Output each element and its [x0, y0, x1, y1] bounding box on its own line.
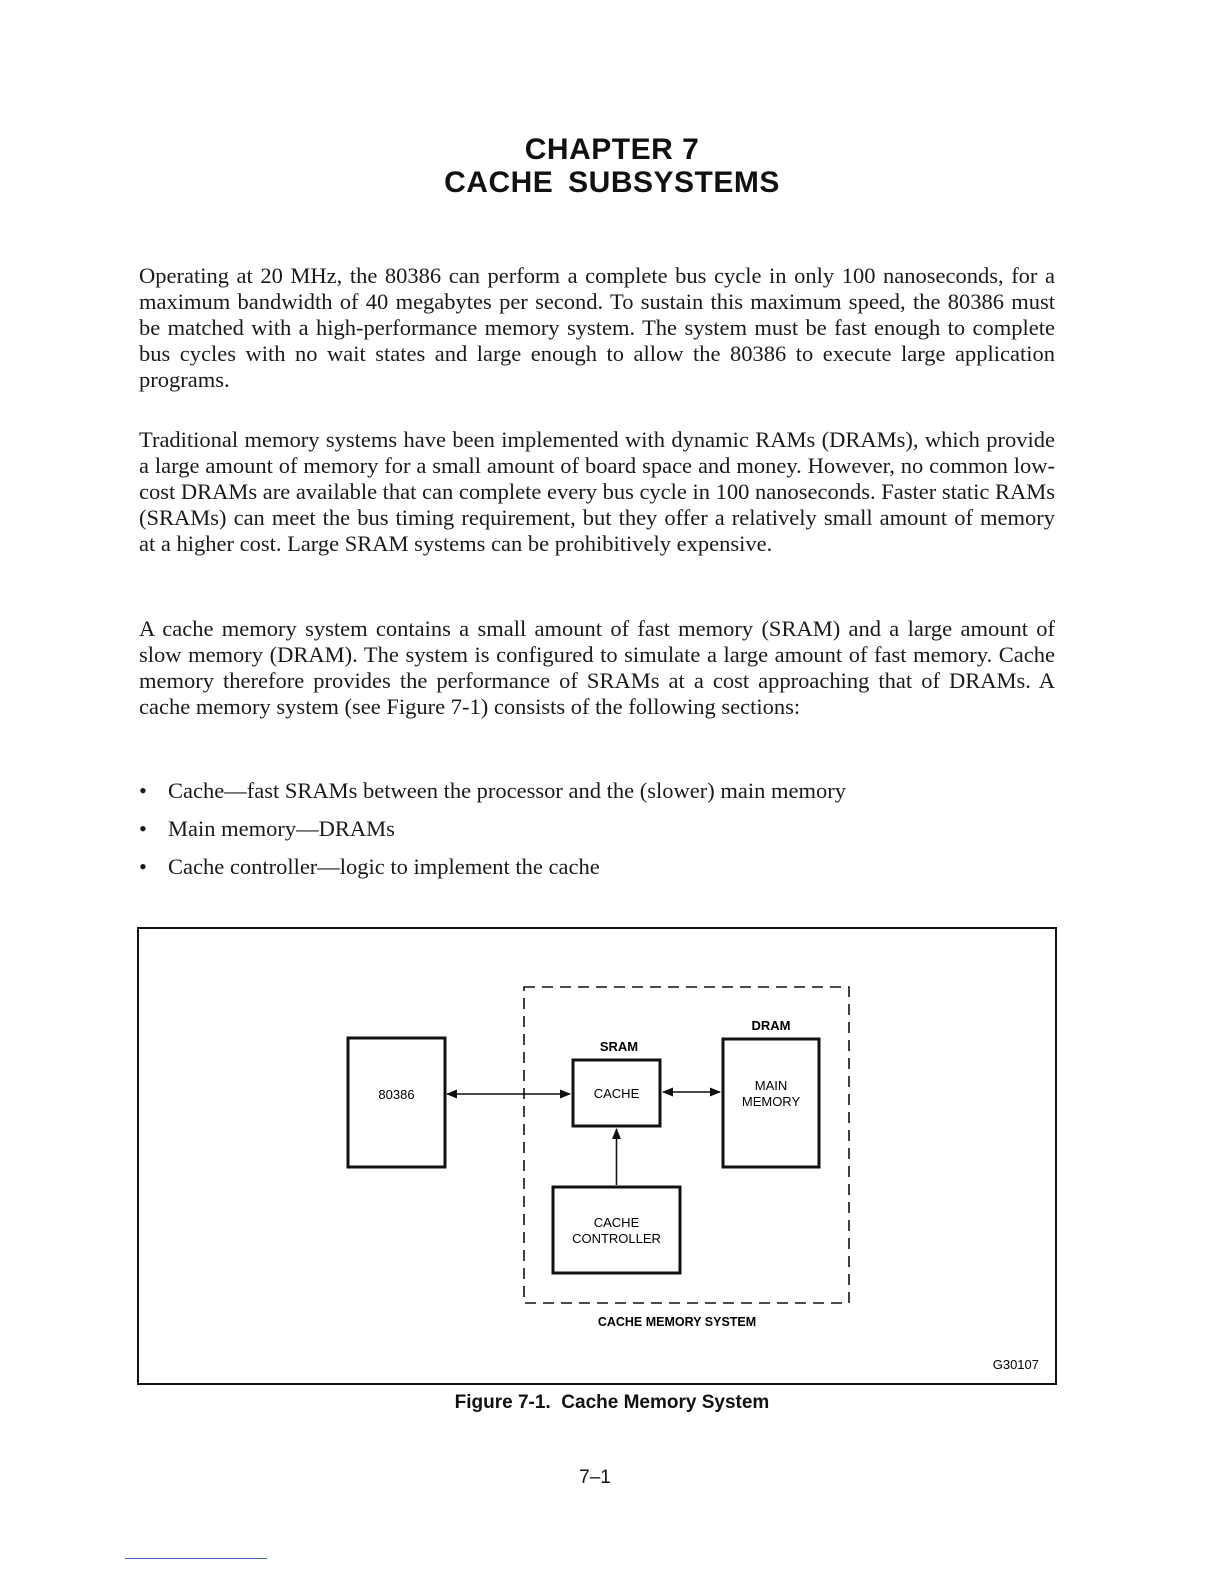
bullet-icon: • [139, 816, 147, 841]
paragraph-cache-memory: A cache memory system contains a small amount of fast memory (SRAM) and a large amount of slow memory (DRAM). The system is configured to simulate a large amount of fast memory. Cache memory therefore provides the performance of SRAMs at a cost approaching that of DRAMs. A cache memory system (see Figure 7-1) consists of the following sections: [139, 616, 1055, 719]
page-number: 7–1 [579, 1467, 611, 1488]
figure-id: G30107 [992, 1357, 1039, 1372]
cache-controller-label-line2: CONTROLLER [572, 1231, 661, 1246]
cache-controller-block [553, 1187, 680, 1273]
figure-frame [137, 927, 1057, 1385]
cache-memory-diagram [139, 929, 1055, 1383]
cache-label: CACHE [593, 1086, 640, 1101]
paragraph-traditional-memory: Traditional memory systems have been implemented with dynamic RAMs (DRAMs), which provide a large amount of memory for a small amount of board space and money. However, no common low-cost DRAMs are available that can complete every bus cycle in 100 nanoseconds. Faster static RAMs (SRAMs) can meet the bus timing requirement, but they offer a relatively small amount of memory at a higher cost. Large SRAM systems can be prohibitively expensive. [139, 427, 1055, 556]
bullet-icon: • [139, 778, 147, 803]
footer-rule [125, 1558, 267, 1559]
cache-controller-label-line1: CACHE [593, 1215, 640, 1230]
dram-label: DRAM [751, 1018, 791, 1033]
chapter-number: CHAPTER 7 [524, 133, 700, 166]
list-item-text: Cache controller—logic to implement the cache [168, 854, 600, 879]
main-memory-label-line2: MEMORY [741, 1094, 801, 1109]
paragraph-intro: Operating at 20 MHz, the 80386 can perform a complete bus cycle in only 100 nanoseconds, for a maximum bandwidth of 40 megabytes per second. To sustain this maximum speed, the 80386 must be matched with a high-performance memory system. The system must be fast enough to complete bus cycles with no wait states and large enough to allow the 80386 to execute large application programs. [139, 263, 1055, 392]
chapter-title: CACHE SUBSYSTEMS [444, 166, 780, 199]
cache-memory-system-label: CACHE MEMORY SYSTEM [597, 1315, 757, 1329]
processor-label: 80386 [378, 1087, 415, 1102]
processor-block [348, 1038, 445, 1167]
sram-label: SRAM [599, 1039, 639, 1054]
figure-caption: Figure 7-1. Cache Memory System [454, 1392, 770, 1413]
list-item-text: Main memory—DRAMs [168, 816, 395, 841]
list-item-text: Cache—fast SRAMs between the processor and the (slower) main memory [168, 778, 846, 803]
bullet-icon: • [139, 854, 147, 879]
main-memory-label-line1: MAIN [754, 1078, 788, 1093]
